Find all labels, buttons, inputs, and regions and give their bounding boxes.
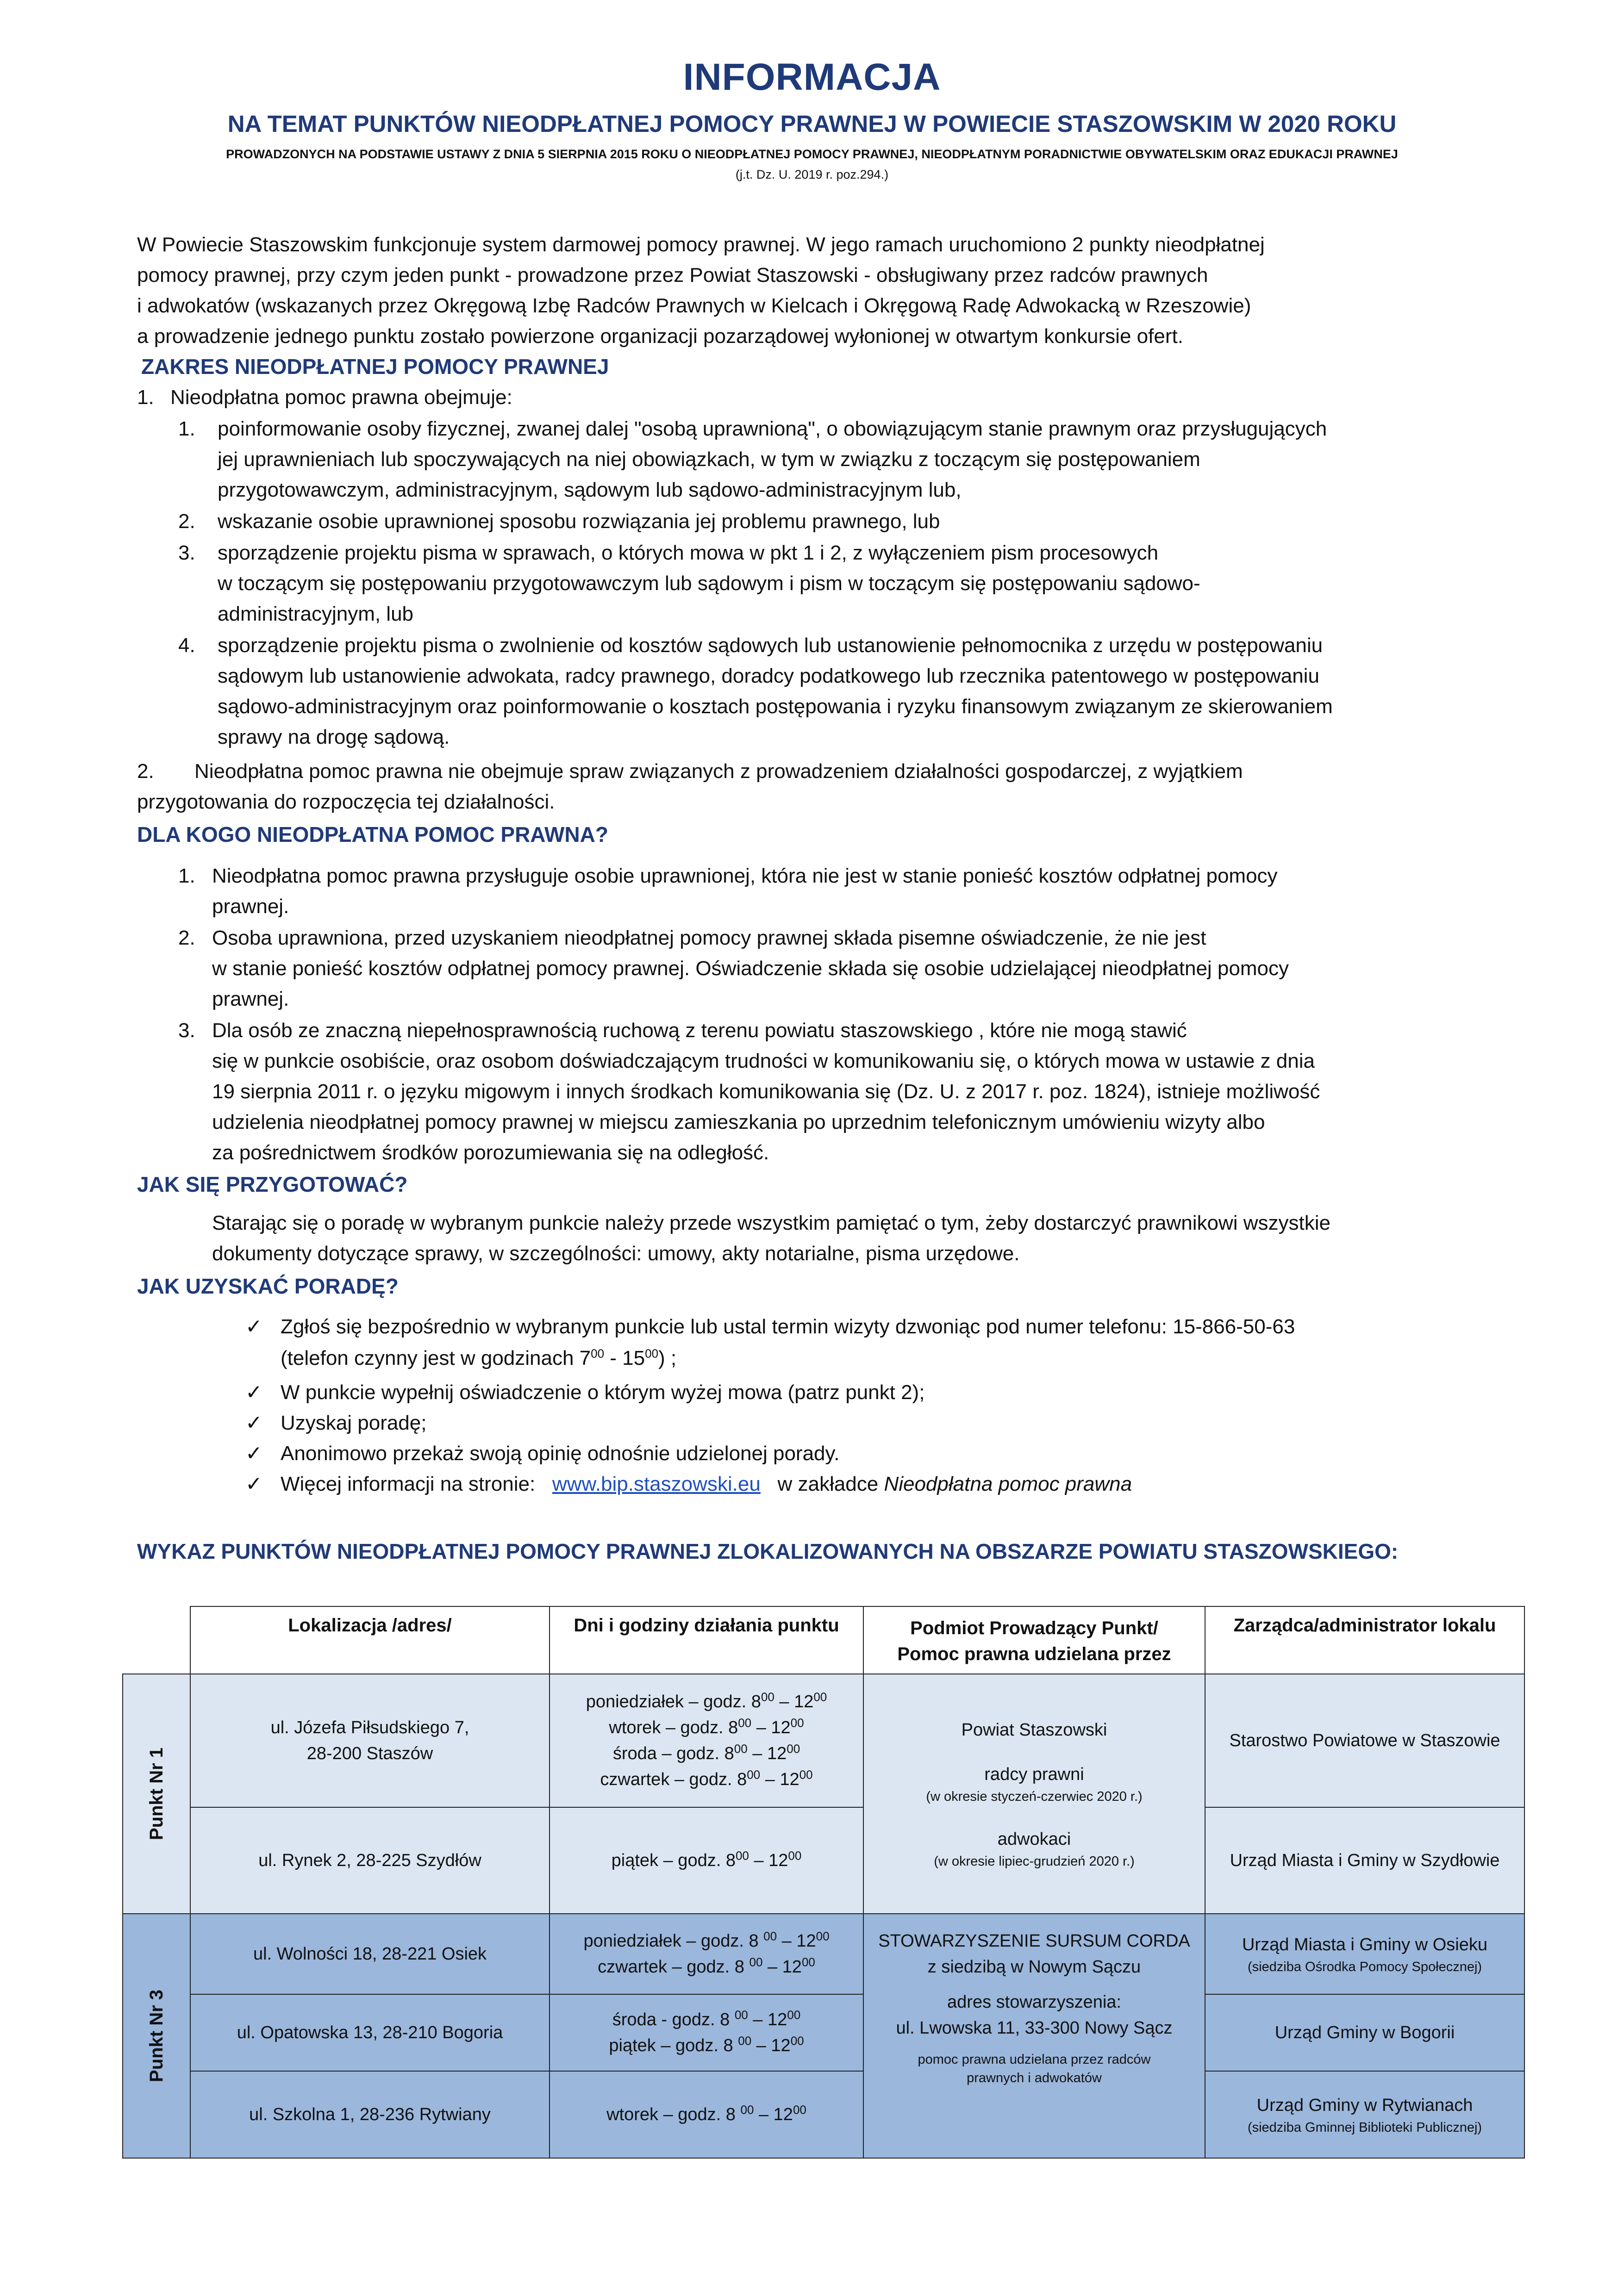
howto-step-line: Zgłoś się bezpośrednio w wybranym punkcie lub ustal termin wizyty dzwoniąc pod numer telefonu: 15-866-50-63 xyxy=(281,1315,1295,1338)
punkt-1-provider: Powiat Staszowski radcy prawni (w okresie styczeń-czerwiec 2020 r.) adwokaci (w okresie lipiec-grudzień 2020 r.) xyxy=(863,1674,1206,1914)
scope-item-line: administracyjnym, lub xyxy=(218,603,414,625)
document-title: INFORMACJA xyxy=(683,56,941,98)
punkt-1-label-cell xyxy=(122,1674,191,1914)
scope-item-line: w toczącym się postępowaniu przygotowawczym lub sądowym i pism w toczącym się postępowaniu sądowo- xyxy=(218,572,1200,595)
howto-step: Anonimowo przekaż swoją opinię odnośnie udzielonej porady. xyxy=(281,1442,840,1465)
header-provider: Podmiot Prowadzący Punkt/ Pomoc prawna udzielana przez xyxy=(863,1606,1206,1674)
list-number: 2. xyxy=(178,927,195,949)
document-subtitle: NA TEMAT PUNKTÓW NIEODPŁATNEJ POMOCY PRAWNEJ W POWIECIE STASZOWSKIM W 2020 ROKU xyxy=(227,111,1397,137)
punkt-3-row3-admin: Urząd Gminy w Rytwianach (siedziba Gminnej Biblioteki Publicznej) xyxy=(1205,2071,1525,2159)
scope-item-line: jej uprawnieniach lub spoczywających na niej obowiązkach, w tym w związku z toczącym się postępowaniem xyxy=(218,448,1200,471)
who-item-line: prawnej. xyxy=(212,895,289,918)
who-item-line: Nieodpłatna pomoc prawna przysługuje osobie uprawnionej, która nie jest w stanie ponieść kosztów odpłatnej pomocy xyxy=(212,865,1278,887)
punkt-3-row2-hours xyxy=(549,1994,864,2072)
intro-line: W Powiecie Staszowskim funkcjonuje system darmowej pomocy prawnej. W jego ramach uruchomiono 2 punkty nieodpłatnej xyxy=(137,233,1265,256)
who-item-line: za pośrednictwem środków porozumiewania się na odległość. xyxy=(212,1141,769,1164)
who-item-line: prawnej. xyxy=(212,988,289,1010)
punkt-3-row1-hours xyxy=(549,1913,864,1995)
hours-line: środa - godz. 8 $^{00} - 12^{00}$ xyxy=(612,2008,801,2029)
hours-line: czwartek – godz. $8^{00} - 12^{00}$ xyxy=(600,1767,813,1789)
check-icon: ✓ xyxy=(245,1381,262,1404)
list-number: 3. xyxy=(178,541,195,564)
header-admin: Zarządca/administrator lokalu xyxy=(1205,1606,1525,1674)
hours-line: poniedziałek – godz. $8^{00} - 12^{00}$ xyxy=(586,1690,827,1711)
points-table xyxy=(122,1606,1525,2159)
hours-line: środa – godz. $8^{00} - 12^{00}$ xyxy=(612,1742,800,1763)
who-item-line: 19 sierpnia 2011 r. o języku migowym i innych środkach komunikowania się (Dz. U. z 2017 r. poz. 1824), istnieje możliwość xyxy=(212,1080,1320,1103)
header-location: Lokalizacja /adres/ xyxy=(190,1606,550,1674)
howto-step: W punkcie wypełnij oświadczenie o którym wyżej mowa (patrz punkt 2); xyxy=(281,1381,925,1404)
intro-line: i adwokatów (wskazanych przez Okręgową Izbę Radców Prawnych w Kielcach i Okręgową Radę Adwokacką w Rzeszowie) xyxy=(137,294,1251,317)
punkt-3-row3-hours xyxy=(549,2071,864,2159)
who-item-line: się w punkcie osobiście, oraz osobom doświadczającym trudności w komunikowaniu się, o których mowa w ustawie z dnia xyxy=(212,1050,1315,1072)
who-item-line: w stanie ponieść kosztów odpłatnej pomocy prawnej. Oświadczenie składa się osobie udzielającej nieodpłatnej pomocy xyxy=(212,957,1289,980)
scope-item-line: sporządzenie projektu pisma o zwolnienie od kosztów sądowych lub ustanowienie pełnomocnika z urzędu w postępowaniu xyxy=(218,634,1323,657)
punkt-3-row2-admin: Urząd Gminy w Bogorii xyxy=(1205,1994,1525,2072)
check-icon: ✓ xyxy=(245,1473,262,1495)
hours-line: piątek – godz. $8^{00} - 12^{00}$ xyxy=(611,1848,802,1870)
punkt-1-label: Punkt Nr 1 xyxy=(146,1747,167,1841)
howto-step: Uzyskaj poradę; xyxy=(281,1412,427,1434)
scope-item-line: sądowym lub ustanowienie adwokata, radcy prawnego, doradcy podatkowego lub rzecznika patentowego w postępowaniu xyxy=(218,665,1319,687)
list-number: 4. xyxy=(178,634,195,657)
punkt-3-row1-address: ul. Wolności 18, 28-221 Osiek xyxy=(190,1913,550,1995)
scope-item-line: sądowo-administracyjnym oraz poinformowanie o kosztach postępowania i ryzyku finansowym związanym ze skierowaniem xyxy=(218,695,1333,718)
hours-line: wtorek – godz. 8 $^{00} - 12^{00}$ xyxy=(606,2103,806,2124)
scope-item-line: poinformowanie osoby fizycznej, zwanej dalej "osobą uprawnioną", o obowiązującym stanie prawnym oraz przysługujących xyxy=(218,417,1327,440)
check-icon: ✓ xyxy=(245,1412,262,1434)
hours-line: czwartek – godz. 8 $^{00} - 12^{00}$ xyxy=(598,1955,815,1977)
who-item-line: Osoba uprawniona, przed uzyskaniem nieodpłatnej pomocy prawnej składa pisemne oświadczenie, że nie jest xyxy=(212,927,1206,949)
header-hours: Dni i godziny działania punktu xyxy=(549,1606,864,1674)
hours-line: poniedziałek – godz. 8 $^{00} - 12^{00}$ xyxy=(583,1929,830,1951)
scope-exclusion-line: Nieodpłatna pomoc prawna nie obejmuje spraw związanych z prowadzeniem działalności gospodarczej, z wyjątkiem xyxy=(194,760,1243,783)
punkt-3-provider: STOWARZYSZENIE SURSUM CORDA z siedzibą w Nowym Sączu adres stowarzyszenia: ul. Lwowska 11, 33-300 Nowy Sącz pomoc prawna udzielana przez radców prawnych i adwokatów xyxy=(863,1913,1206,2159)
intro-line: pomocy prawnej, przy czym jeden punkt - prowadzone przez Powiat Staszowski - obsługiwany przez radców prawnych xyxy=(137,264,1208,286)
list-number: 1. xyxy=(137,386,154,409)
howto-step: Więcej informacji na stronie: www.bip.staszowski.eu w zakładce Nieodpłatna pomoc prawna xyxy=(281,1473,1132,1495)
punkt-1-row2-address: ul. Rynek 2, 28-225 Szydłów xyxy=(190,1807,550,1914)
list-number: 2. xyxy=(137,760,154,783)
legal-basis: PROWADZONYCH NA PODSTAWIE USTAWY Z DNIA 5 SIERPNIA 2015 ROKU O NIEODPŁATNEJ POMOCY PRAWNEJ, NIEODPŁATNYM PORADNICTWIE OBYWATELSKIM ORAZ EDUKACJI PRAWNEJ xyxy=(226,147,1398,161)
punkt-1-row1-address: ul. Józefa Piłsudskiego 7, 28-200 Staszów xyxy=(190,1674,550,1808)
hours-line: wtorek – godz. $8^{00} - 12^{00}$ xyxy=(609,1716,804,1737)
who-item-line: Dla osób ze znaczną niepełnosprawnością ruchową z terenu powiatu staszowskiego , które nie mogą stawić xyxy=(212,1019,1187,1042)
scope-exclusion-line: przygotowania do rozpoczęcia tej działalności. xyxy=(137,790,555,813)
punkt-3-row1-admin: Urząd Miasta i Gminy w Osieku (siedziba Ośrodka Pomocy Społecznej) xyxy=(1205,1913,1525,1995)
list-number: 1. xyxy=(178,865,195,887)
punkt-1-row2-hours xyxy=(549,1807,864,1914)
punkt-1-row1-admin: Starostwo Powiatowe w Staszowie xyxy=(1205,1674,1525,1808)
punkt-3-label-cell xyxy=(122,1913,191,2159)
scope-item-line: sprawy na drogę sądową. xyxy=(218,726,450,748)
punkt-1-row2-admin: Urząd Miasta i Gminy w Szydłowie xyxy=(1205,1807,1525,1914)
scope-item-line: sporządzenie projektu pisma w sprawach, o których mowa w pkt 1 i 2, z wyłączeniem pism procesowych xyxy=(218,541,1159,564)
list-number: 1. xyxy=(178,417,195,440)
check-icon: ✓ xyxy=(245,1442,262,1465)
intro-line: a prowadzenie jednego punktu zostało powierzone organizacji pozarządowej wyłonionej w otwartym konkursie ofert. xyxy=(137,325,1183,348)
section-heading-scope: ZAKRES NIEODPŁATNEJ POMOCY PRAWNEJ xyxy=(141,355,609,379)
check-icon: ✓ xyxy=(245,1315,262,1338)
list-number: 2. xyxy=(178,510,195,533)
prepare-line: Starając się o poradę w wybranym punkcie należy przede wszystkim pamiętać o tym, żeby dostarczyć prawnikowi wszystkie xyxy=(212,1212,1331,1234)
citation: (j.t. Dz. U. 2019 r. poz.294.) xyxy=(735,168,889,181)
howto-step-line: (telefon czynny jest w godzinach $7^{00} - 15^{00}$) ; xyxy=(281,1346,677,1369)
punkt-3-label: Punkt Nr 3 xyxy=(146,1989,167,2083)
punkt-3-row2-address: ul. Opatowska 13, 28-210 Bogoria xyxy=(190,1994,550,2072)
scope-item-line: wskazanie osobie uprawnionej sposobu rozwiązania jej problemu prawnego, lub xyxy=(218,510,940,533)
punkt-3-row3-address: ul. Szkolna 1, 28-236 Rytwiany xyxy=(190,2071,550,2159)
points-list-heading: WYKAZ PUNKTÓW NIEODPŁATNEJ POMOCY PRAWNEJ ZLOKALIZOWANYCH NA OBSZARZE POWIATU STASZOWSKIEGO: xyxy=(137,1539,1399,1563)
punkt-1-row1-hours xyxy=(549,1674,864,1808)
scope-item-line: przygotowawczym, administracyjnym, sądowym lub sądowo-administracyjnym lub, xyxy=(218,479,962,501)
who-item-line: udzielenia nieodpłatnej pomocy prawnej w miejscu zamieszkania po uprzednim telefonicznym umówieniu wizyty albo xyxy=(212,1111,1265,1133)
hours-line: piątek – godz. 8 $^{00} - 12^{00}$ xyxy=(609,2034,804,2055)
prepare-line: dokumenty dotyczące sprawy, w szczególności: umowy, akty notarialne, pisma urzędowe. xyxy=(212,1242,1020,1265)
list-number: 3. xyxy=(178,1019,195,1042)
scope-intro: Nieodpłatna pomoc prawna obejmuje: xyxy=(170,386,512,409)
section-heading-prepare: JAK SIĘ PRZYGOTOWAĆ? xyxy=(137,1172,408,1196)
website-link[interactable]: www.bip.staszowski.eu xyxy=(552,1473,761,1495)
section-heading-who: DLA KOGO NIEODPŁATNA POMOC PRAWNA? xyxy=(137,822,608,846)
section-heading-howto: JAK UZYSKAĆ PORADĘ? xyxy=(137,1274,399,1298)
